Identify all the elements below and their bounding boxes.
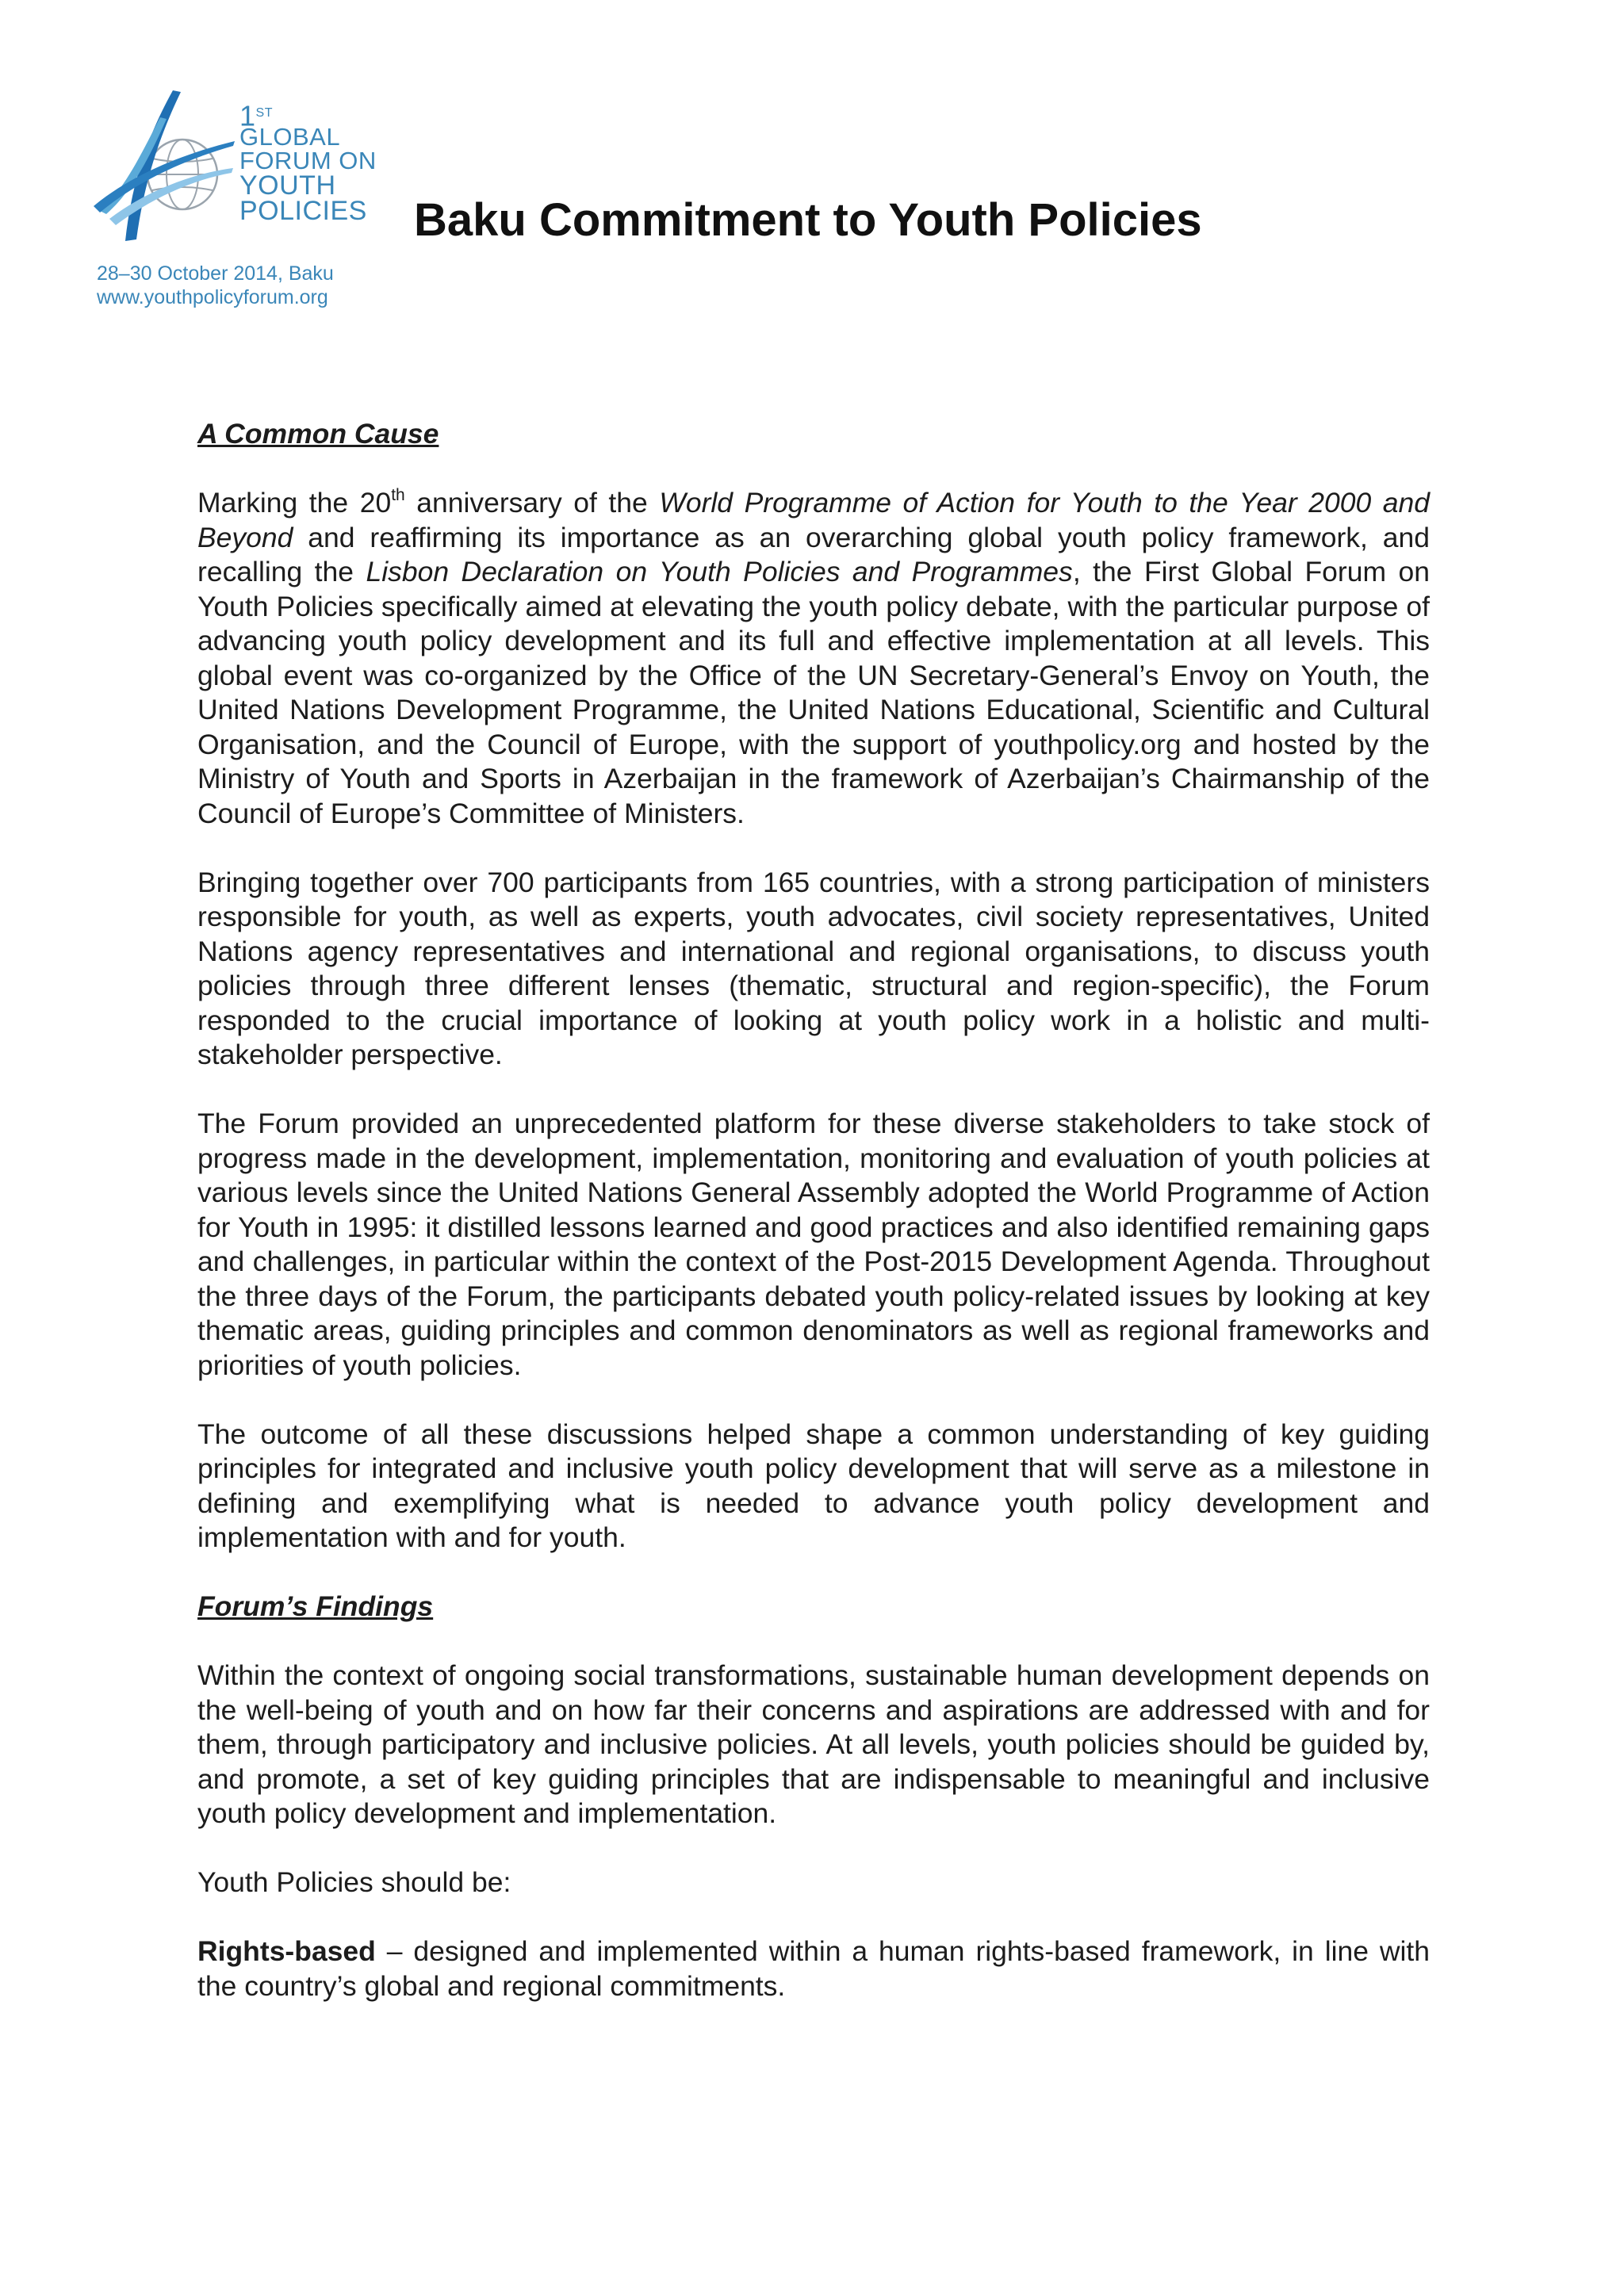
logo-line-global: GLOBAL — [239, 123, 341, 151]
logo-wordmark — [239, 101, 377, 224]
paragraph-rights-based: Rights-based – designed and implemented within a human rights-based framework, in line with the country’s global and regional commitments. — [197, 1935, 1430, 2002]
paragraph-outcome: The outcome of all these discussions helped shape a common understanding of key guiding principles for integrated and inclusive youth policy development that will serve as a milestone in defining and exemplifying what is needed to advance youth policy development and implementation with and for youth. — [197, 1418, 1430, 1553]
logo-line-forum-on: FORUM ON — [239, 147, 377, 174]
logo-line-policies: POLICIES — [239, 196, 367, 226]
section-heading-findings: Forum’s Findings — [197, 1590, 434, 1622]
document-body — [197, 417, 1430, 2038]
section-heading-common-cause: A Common Cause — [197, 418, 439, 450]
logo-ordinal: 1ST — [239, 99, 273, 132]
document-title: Baku Commitment to Youth Policies — [414, 194, 1202, 246]
logo-caption — [97, 262, 334, 309]
event-date: 28–30 October 2014, Baku — [97, 262, 334, 285]
lisbon-declaration-title: Lisbon Declaration on Youth Policies and Programmes — [366, 556, 1073, 587]
paragraph-policies-should-be: Youth Policies should be: — [197, 1866, 511, 1898]
paragraph-marking-anniversary: Marking the 20th anniversary of the World Programme of Action for Youth to the Year 2000 and Beyond and reaffirming its importance as an overarching global youth policy framework, and recalling the Lisbon Declaration on Youth Policies and Programmes, the First Global Forum on Youth Policies specifically aimed at elevating the youth policy debate, with the particular purpose of advancing youth policy development and its full and effective implementation at all levels. This global event was co-organized by the Office of the UN Secretary-General’s Envoy on Youth, the United Nations Development Programme, the United Nations Educational, Scientific and Cultural Organisation, and the Council of Europe, with the support of youthpolicy.org and hosted by the Ministry of Youth and Sports in Azerbaijan in the framework of Azerbaijan’s Chairmanship of the Council of Europe’s Committee of Ministers. — [197, 486, 1430, 829]
paragraph-social-transformations: Within the context of ongoing social transformations, sustainable human development depends on the well-being of youth and on how far their concerns and aspirations are addressed with and for them, through participatory and inclusive policies. At all levels, youth policies should be guided by, and promote, a set of key guiding principles that are indispensable to meaningful and inclusive youth policy development and implementation. — [197, 1659, 1430, 1829]
forum-logo — [94, 86, 379, 316]
principle-term: Rights-based — [197, 1935, 376, 1967]
event-website: www.youthpolicyforum.org — [97, 286, 328, 308]
globe-swoosh-icon — [94, 86, 236, 252]
logo-line-youth: YOUTH — [239, 170, 336, 201]
paragraph-participants: Bringing together over 700 participants from 165 countries, with a strong participation of ministers responsible for youth, as well as experts, youth advocates, civil society representatives, United Nations agency representatives and international and regional organisations, to discuss youth policies through three different lenses (thematic, structural and region-specific), the Forum responded to the crucial importance of looking at youth policy work in a holistic and multi-stakeholder perspective. — [197, 866, 1430, 1070]
paragraph-platform: The Forum provided an unprecedented platform for these diverse stakeholders to take stock of progress made in the development, implementation, monitoring and evaluation of youth policies at various levels since the United Nations General Assembly adopted the World Programme of Action for Youth in 1995: it distilled lessons learned and good practices and also identified remaining gaps and challenges, in particular within the context of the Post-2015 Development Agenda. Throughout the three days of the Forum, the participants debated youth policy-related issues by looking at key thematic areas, guiding principles and common denominators as well as regional frameworks and priorities of youth policies. — [197, 1108, 1430, 1381]
wpay-title: World Programme of Action for Youth to the Year 2000 and Beyond — [197, 487, 1430, 553]
